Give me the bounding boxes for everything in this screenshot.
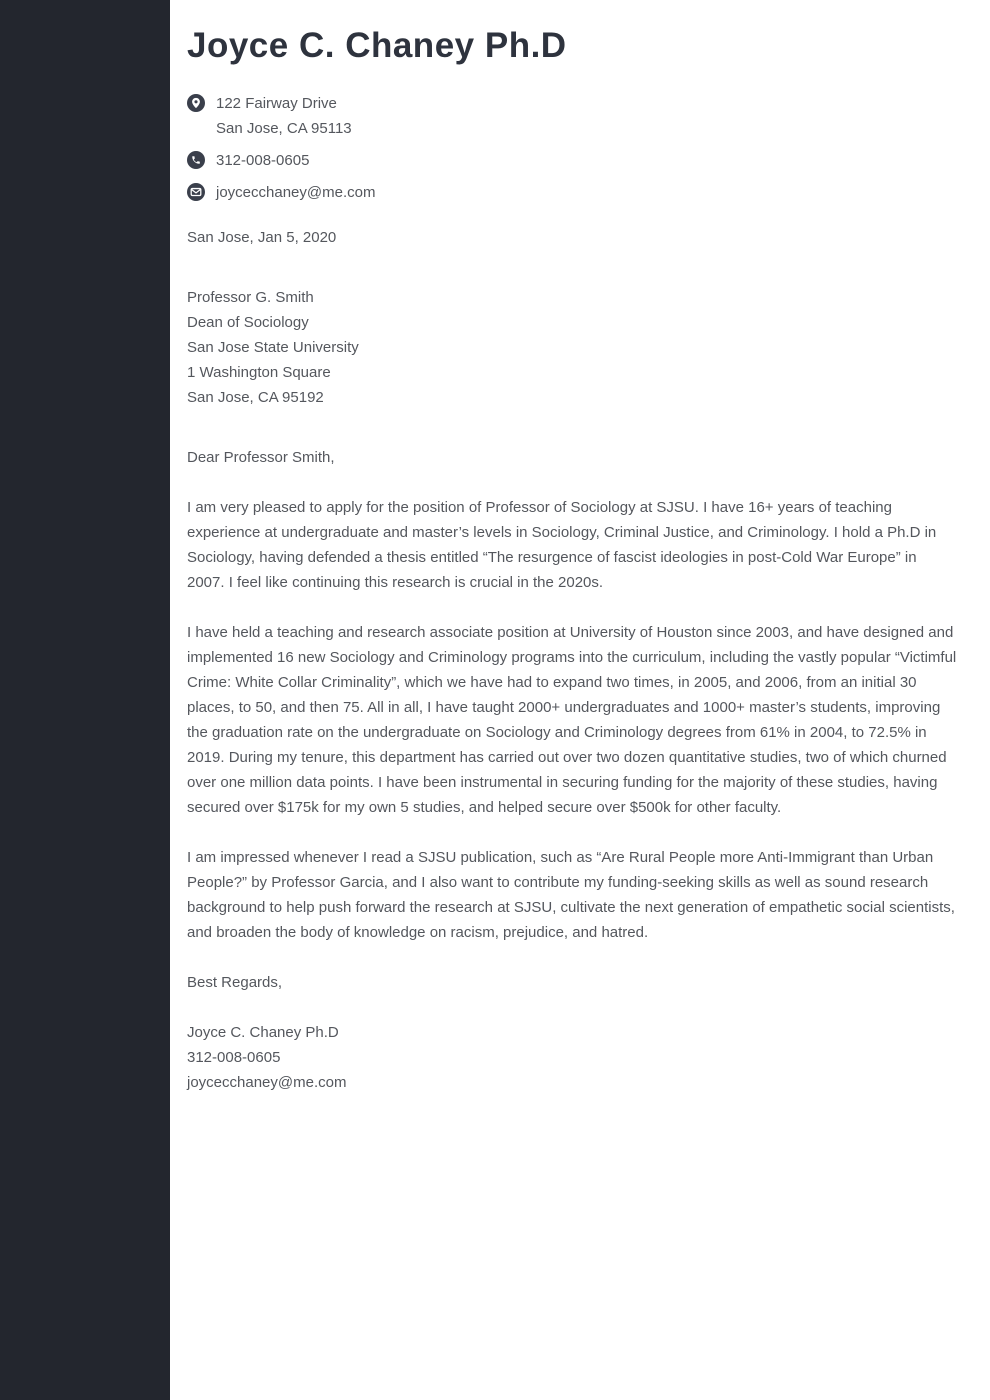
phone-icon <box>187 151 205 169</box>
contact-info-block <box>187 91 958 205</box>
contact-email-row <box>187 180 958 205</box>
letter-date: San Jose, Jan 5, 2020 <box>187 229 337 246</box>
signature-phone: 312-008-0605 <box>187 1049 281 1066</box>
contact-email: joycecchaney@me.com <box>216 184 376 201</box>
contact-phone: 312-008-0605 <box>216 152 310 169</box>
contact-address-row <box>187 91 958 141</box>
body-paragraph: I am impressed whenever I read a SJSU publication, such as “Are Rural People more Anti-Immigrant than Urban People?” by Professor Garcia, and I also want to contribute my funding-seeking skills as well as sound research background to help push forward the research at SJSU, cultivate the next generation of empathetic social scientists, and broaden the body of knowledge on racism, prejudice, and hatred. <box>187 849 955 941</box>
location-pin-icon <box>187 94 205 112</box>
body-paragraph: I am very pleased to apply for the position of Professor of Sociology at SJSU. I have 16+ years of teaching experience at undergraduate and master’s levels in Sociology, Criminal Justice, and Criminology. I hold a Ph.D in Sociology, having defended a thesis entitled “The resurgence of fascist ideologies in post-Cold War Europe” in 2007. I feel like continuing this research is crucial in the 2020s. <box>187 499 937 591</box>
signature-email: joycecchaney@me.com <box>187 1074 347 1091</box>
recipient-line: San Jose State University <box>187 339 359 356</box>
email-icon <box>187 183 205 201</box>
page-title: Joyce C. Chaney Ph.D <box>187 26 567 65</box>
signature-name: Joyce C. Chaney Ph.D <box>187 1024 339 1041</box>
signature-block <box>187 1020 958 1095</box>
left-sidebar-panel <box>0 0 170 1400</box>
recipient-line: San Jose, CA 95192 <box>187 389 324 406</box>
address-line-2: San Jose, CA 95113 <box>216 120 352 137</box>
body-paragraph: I have held a teaching and research associate position at University of Houston since 2003, and have designed and implemented 16 new Sociology and Criminology programs into the curriculum, including the vastly popular “Victimful Crime: White Collar Criminality”, which we have had to expand two times, in 2005, and 2006, from an initial 30 places, to 50, and then 75. All in all, I have taught 2000+ undergraduates and 1000+ master’s students, improving the graduation rate on the undergraduate on Sociology and Criminology degrees from 61% in 2004, to 72.5% in 2019. During my tenure, this department has carried out over two dozen quantitative studies, two of which churned over one million data points. I have been instrumental in securing funding for the majority of these studies, having secured over $175k for my own 5 studies, and helped secure over $500k for other faculty. <box>187 624 957 816</box>
recipient-line: Professor G. Smith <box>187 289 314 306</box>
contact-phone-row <box>187 148 958 173</box>
contact-address <box>216 91 352 141</box>
salutation: Dear Professor Smith, <box>187 449 335 466</box>
address-line-1: 122 Fairway Drive <box>216 95 337 112</box>
closing-phrase: Best Regards, <box>187 974 283 991</box>
recipient-address-block <box>187 285 958 410</box>
recipient-line: Dean of Sociology <box>187 314 309 331</box>
letter-content <box>170 0 990 1400</box>
recipient-line: 1 Washington Square <box>187 364 331 381</box>
